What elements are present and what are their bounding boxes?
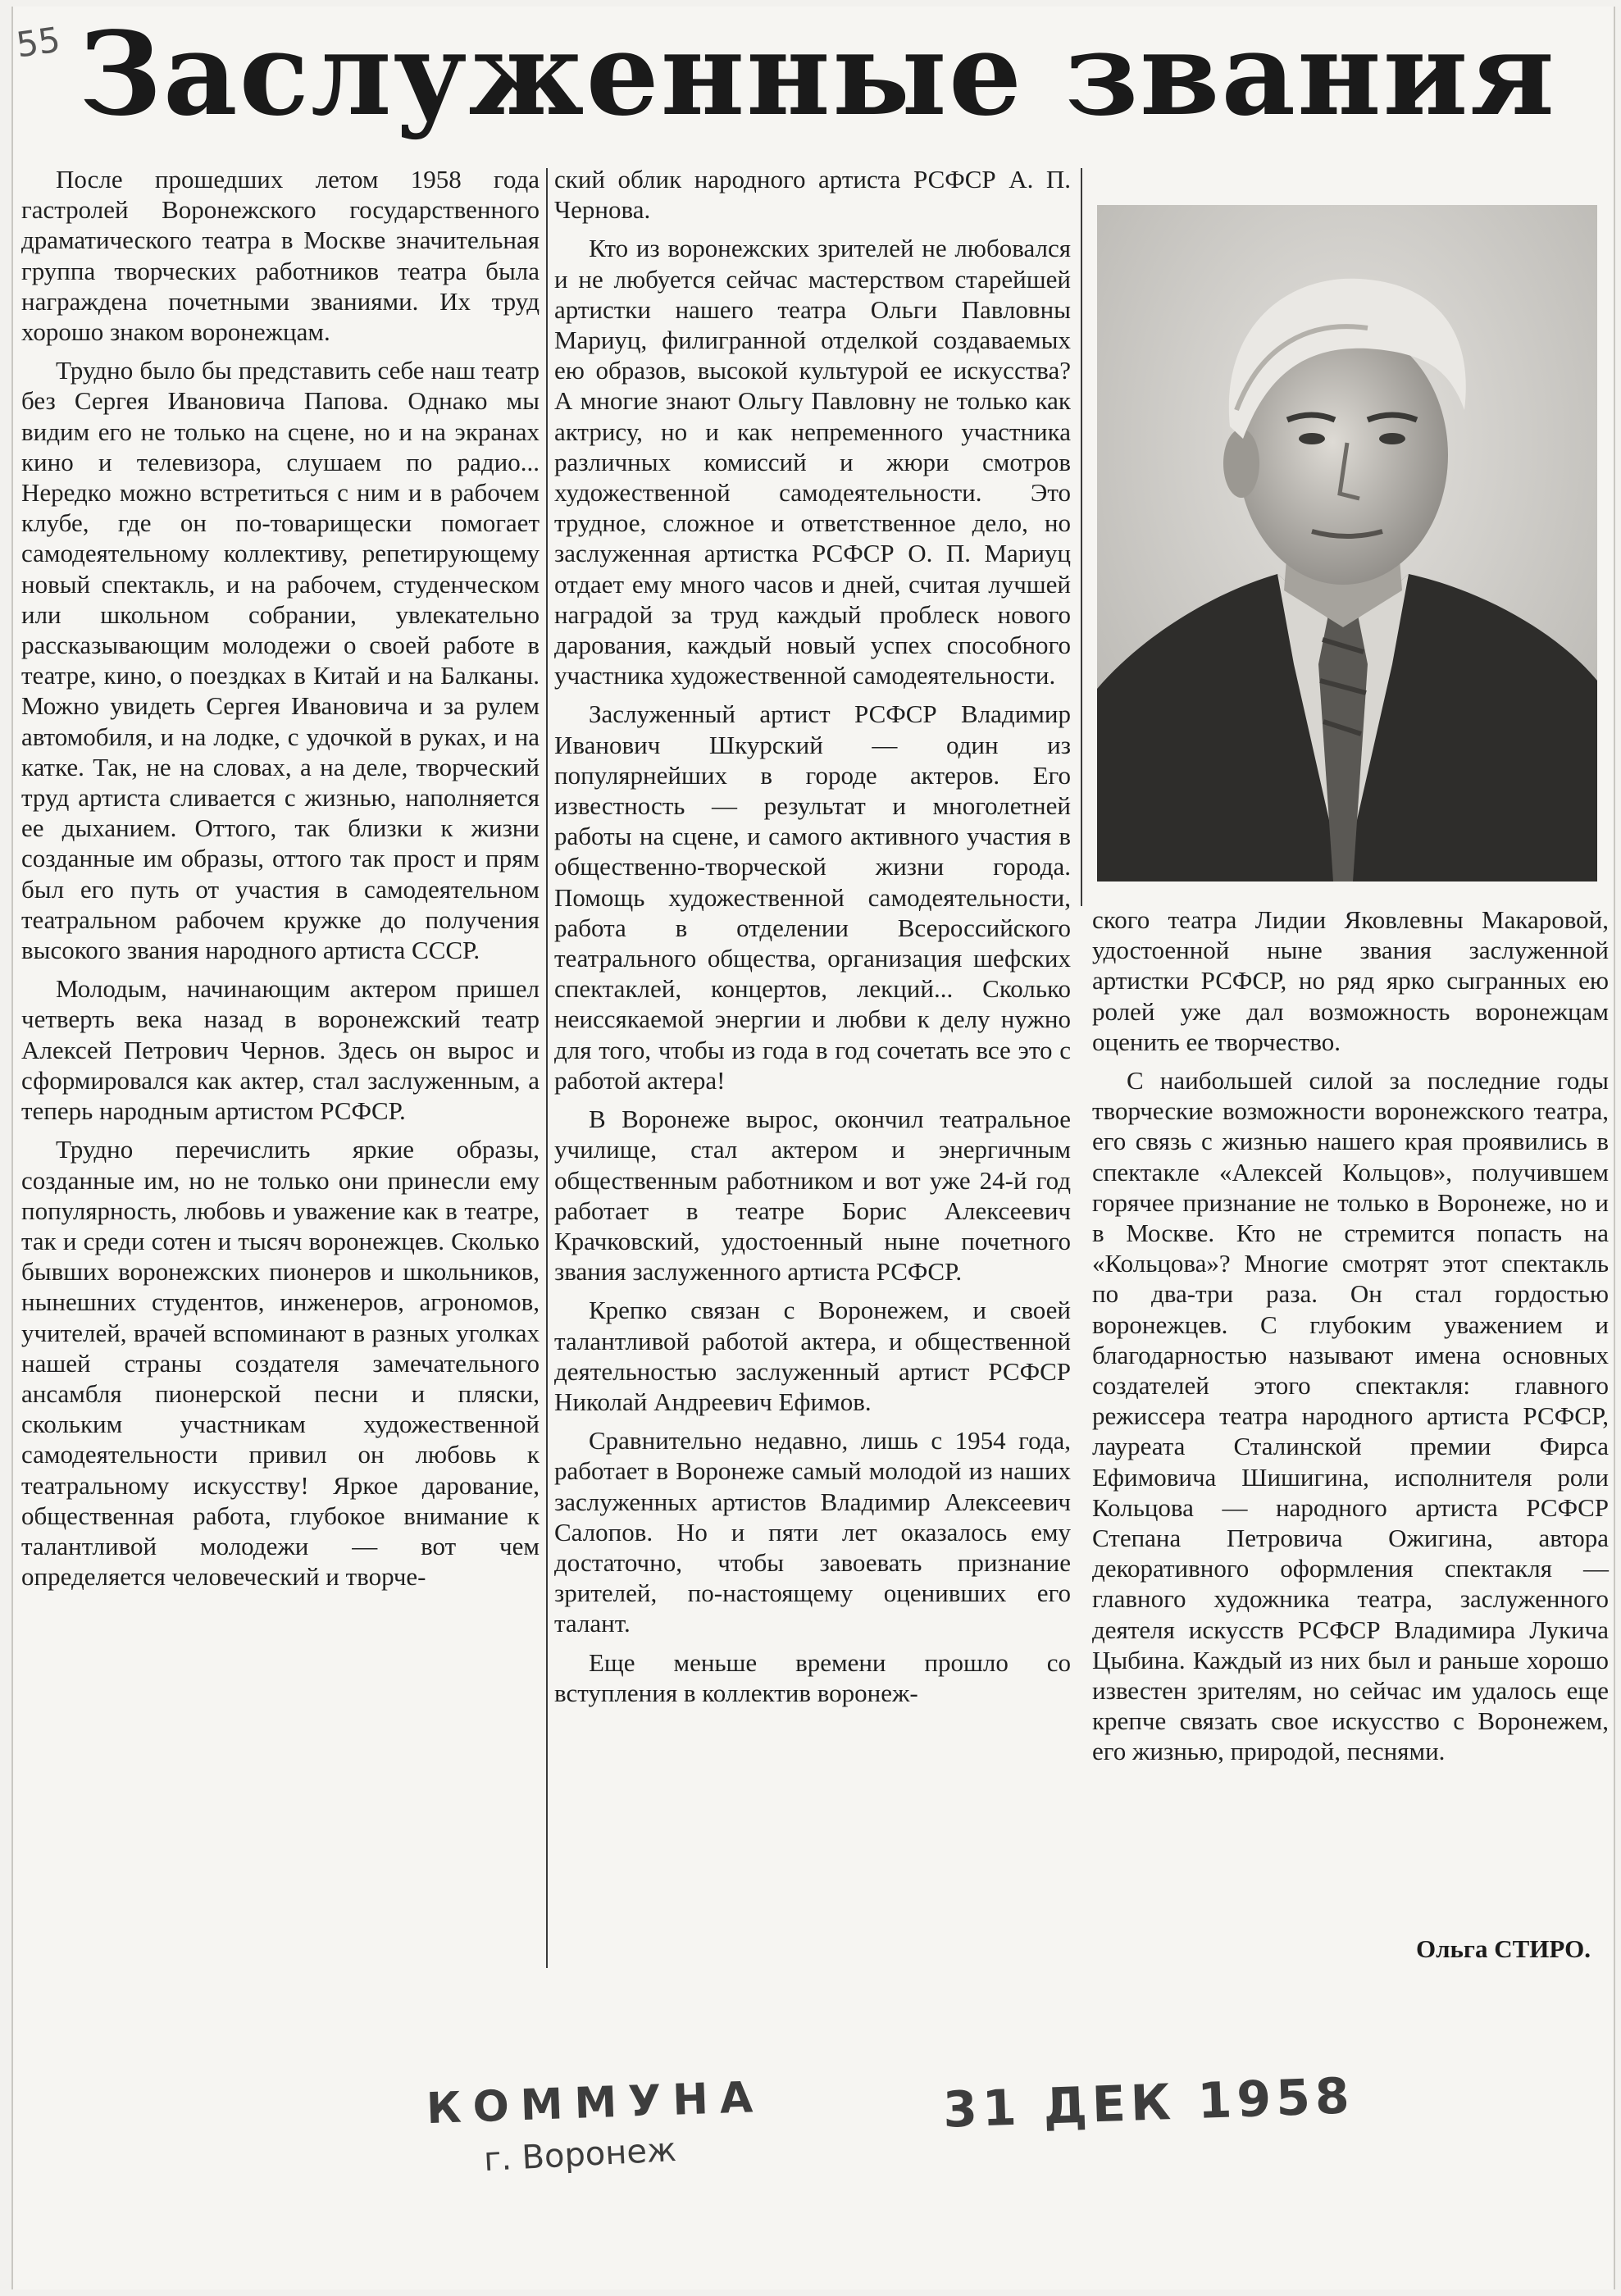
article-column-2	[554, 164, 1071, 1968]
paragraph: С наибольшей силой за последние годы творческие возможности воронежского театра, его связь с жизнью нашего края проявились в спектакле «Алексей Кольцов», получившем горячее признание не только в Воронеже, но и в Москве. Кто не стремится попасть на «Кольцова»? Многие смотрят этот спектакль по два-три раза. Он стал гордостью воронежцев. С глубоким уважением и благодарностью называют имена основных создателей этого спектакля: главного режиссера театра народного артиста РСФСР, лауреата Сталинской премии Фирса Ефимовича Шишигина, исполнителя роли Кольцова — народного артиста РСФСР Степана Петровича Ожигина, автора декоративного оформления спектакля — главного художника театра, заслуженного деятеля искусств РСФСР Владимира Лукича Цыбина. Каждый из них был и раньше хорошо известен зрителям, но сейчас им удалось еще крепче связать свое искусство с Воронежем, его жизнью, природой, песнями.	[1092, 1066, 1609, 1766]
column-divider	[546, 168, 548, 1968]
paragraph: Крепко связан с Воронежем, и своей талантливой работой актера, и общественной деятельностью заслуженный артист РСФСР Николай Андреевич Ефимов.	[554, 1296, 1071, 1416]
paragraph: Еще меньше времени прошло со вступления в коллектив воронеж-	[554, 1647, 1071, 1707]
paragraph: Заслуженный артист РСФСР Владимир Иванович Шкурский — один из популярнейших в городе актеров. Его известность — результат и многолетней работы на сцене, и самого активного участия в общественно-творческой жизни города. Помощь художественной самодеятельности, работа в отделении Всероссийского театрального общества, организация шефских спектаклей, концертов, лекций... Сколько неиссякаемой энергии и любви к делу нужно для того, чтобы из года в год сочетать все это с работой актера!	[554, 699, 1071, 1095]
portrait-photo	[1097, 205, 1597, 882]
paragraph: Молодым, начинающим актером пришел четверть века назад в воронежский театр Алексей Петрович Чернов. Здесь он вырос и сформировался как актер, стал заслуженным, а теперь народным артистом РСФСР.	[21, 974, 540, 1126]
pencil-mark: 55	[13, 19, 63, 66]
paragraph: Трудно было бы представить себе наш театр без Сергея Ивановича Папова. Однако мы видим его не только на сцене, но и на экранах кино и телевизора, слушаем по радио... Нередко можно встретиться с ним и в рабочем клубе, где он по-товарищески помогает самодеятельному коллективу, репетирующему новый спектакль, и на рабочем, студенческом или школьном собрании, увлекательно рассказывающим молодежи о своей работе в театре, кино, о поездках в Китай и на Балканы. Можно увидеть Сергея Ивановича и за рулем автомобиля, и на лодке, с удочкой в руках, и на катке. Так, не на словах, а на деле, творческий труд артиста сливается с жизнью, наполняется ее дыханием. Оттого, так близки к жизни созданные им образы, оттого так прост и прям был его путь от участия в самодеятельном театральном рабочем кружке до получения высокого звания народного артиста СССР.	[21, 356, 540, 965]
article-headline: Заслуженные звания	[79, 7, 1556, 142]
paragraph: После прошедших летом 1958 года гастролей Воронежского государственного драматического театра в Москве значительная группа творческих работников театра была награждена почетными званиями. Их труд хорошо знаком воронежцам.	[21, 165, 540, 347]
paragraph: Сравнительно недавно, лишь с 1954 года, работает в Воронеже самый молодой из наших заслуженных артистов Владимир Алексеевич Салопов. Но и пяти лет оказалось ему достаточно, чтобы завоевать признание зрителей, по-настоящему оценивших его талант.	[554, 1426, 1071, 1638]
article-column-3	[1092, 904, 1609, 1970]
paragraph: Кто из воронежских зрителей не любовался и не любуется сейчас мастерством старейшей артистки нашего театра Ольги Павловны Мариуц, филигранной отделкой создаваемых ею образов, высокой культурой ее искусства? А многие знают Ольгу Павловну не только как актрису, но и как непременного участника различных комиссий и жюри смотров художественной самодеятельности. Это трудное, сложное и ответственное дело, но заслуженная артистка РСФСР О. П. Мариуц отдает ему много часов и дней, считая лучшей наградой за труд каждый проблеск нового дарования, каждый новый успех способного участника художественной самодеятельности.	[554, 234, 1071, 690]
author-signature: Ольга СТИРО.	[1415, 1934, 1591, 1963]
stamp-date: 31 ДЕК 1958	[941, 2067, 1355, 2139]
paragraph: В Воронеже вырос, окончил театральное училище, стал актером и энергичным общественным работником и вот уже 24-й год работает в театре Борис Алексеевич Крачковский, удостоенный ныне почетного звания заслуженного артиста РСФСР.	[554, 1105, 1071, 1287]
portrait-illustration	[1097, 205, 1597, 882]
article-column-1	[21, 164, 540, 1968]
column-divider	[1081, 168, 1082, 906]
stamp-city: г. Воронеж	[482, 2130, 678, 2180]
stamp-newspaper-name: КОММУНА	[426, 2072, 765, 2134]
paragraph-continued: ский облик народного артиста РСФСР А. П. Чернова.	[554, 165, 1071, 225]
paragraph: Трудно перечислить яркие образы, созданные им, но не только они принесли ему популярность, любовь и уважение как в театре, так и среди сотен и тысяч воронежцев. Сколько бывших воронежских пионеров и школьников, нынешних студентов, инженеров, агрономов, учителей, врачей вспоминают в разных уголках нашей страны создателя замечательного ансамбля пионерской песни и пляски, скольким участникам художественной самодеятельности привил он любовь к театральному искусству! Яркое дарование, общественная работа, глубокое внимание к талантливой молодежи — вот чем определяется человеческий и творче-	[21, 1135, 540, 1592]
paragraph-continued: ского театра Лидии Яковлевны Макаровой, удостоенной ныне звания заслуженной артистки РСФСР, но ряд ярко сыгранных ею ролей уже дал возможность воронежцам оценить ее творчество.	[1092, 905, 1609, 1056]
